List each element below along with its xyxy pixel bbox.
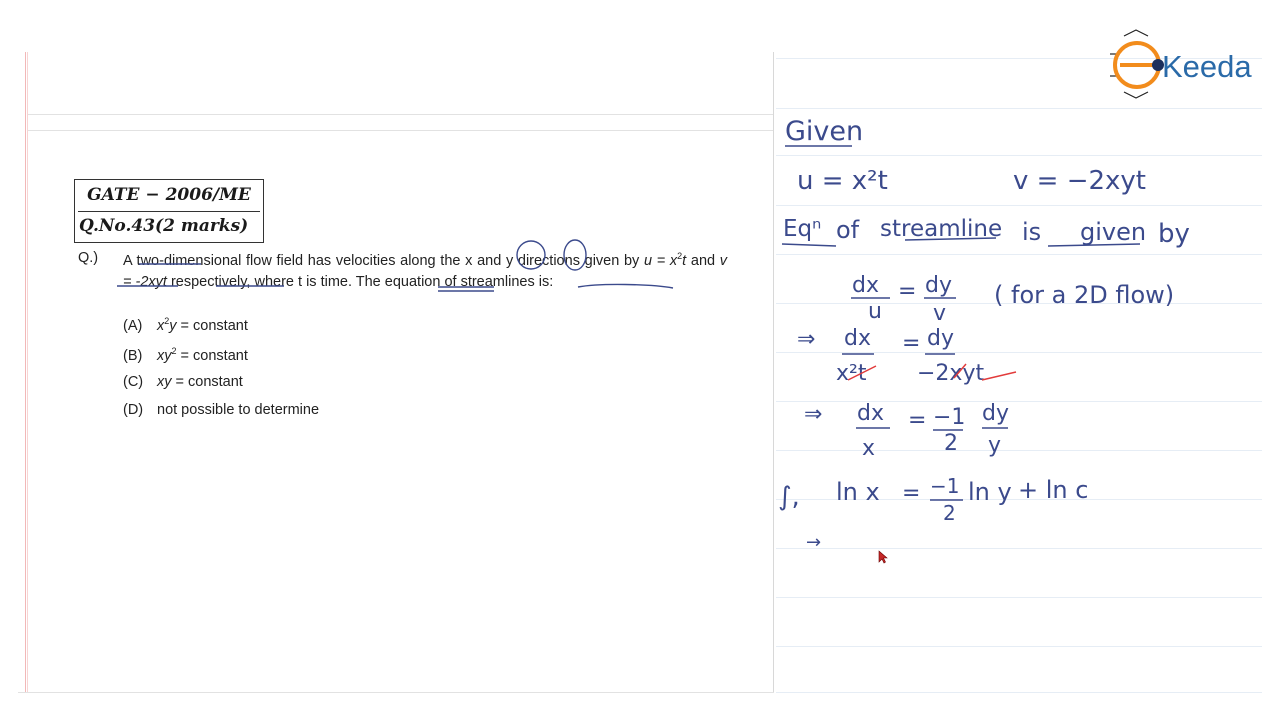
and-word: and <box>690 252 716 269</box>
note-given-word: given <box>1080 218 1147 246</box>
option-sup: 2 <box>171 346 177 356</box>
note-2d-flow: ( for a 2D flow) <box>994 281 1175 309</box>
option-label: (B) <box>123 347 143 364</box>
plus-ln-c: + ln c <box>1018 476 1089 504</box>
note-given: Given <box>785 116 864 147</box>
note-streamline: streamline <box>880 216 1003 242</box>
u-t: t <box>682 252 687 269</box>
u-exponent: 2 <box>677 251 683 261</box>
eq-sign: = <box>902 331 921 356</box>
half-den: 2 <box>943 501 956 525</box>
frac2-num: dy <box>925 273 952 298</box>
eq-sign: = <box>908 408 927 433</box>
note-u-eq: u = x²t <box>797 166 888 196</box>
option-var2: y <box>169 317 177 334</box>
option-text: not possible to determine <box>157 402 320 418</box>
option-sup: 2 <box>164 316 170 326</box>
v-expression: v = -2xyt <box>123 252 728 290</box>
step3-rhs-den: y <box>988 433 1002 458</box>
option-var: xy <box>157 374 172 390</box>
option-label: (C) <box>123 374 144 390</box>
cancel-t <box>982 372 1016 380</box>
step3-rhs-num: dy <box>982 401 1009 426</box>
question-end: . The equation of streamlines is: <box>347 273 554 290</box>
eq-sign: = <box>898 279 917 304</box>
respectively-text: respectively, where <box>170 273 294 290</box>
option-var: xy <box>157 347 172 364</box>
option-text: = constant <box>176 347 248 364</box>
ln-y: ln y <box>968 478 1012 506</box>
step3-lhs-num: dx <box>857 401 884 426</box>
implies-1: ⇒ <box>797 327 816 352</box>
option-text: = constant <box>176 317 248 334</box>
half-num: −1 <box>930 474 960 498</box>
question-line: A two-dimensional flow field has velocities along the x and y directions given by <box>123 252 640 269</box>
frac2-den: v <box>933 301 947 326</box>
note-of: of <box>836 216 860 244</box>
eq-sign: = <box>902 481 921 506</box>
option-text: = constant <box>171 374 243 390</box>
underline-eqn <box>782 244 836 246</box>
note-eqn: Eqⁿ <box>783 216 822 242</box>
step3-coef-den: 2 <box>944 431 958 456</box>
note-v-eq: v = −2xyt <box>1013 166 1146 196</box>
implies-2: ⇒ <box>804 402 823 427</box>
next-step-arrow: → <box>806 532 822 553</box>
t-is-time: t is time <box>298 273 348 290</box>
note-is: is <box>1022 218 1042 246</box>
step2-b-den: −2xyt <box>917 361 985 386</box>
step2-b-num: dy <box>927 326 954 351</box>
frac1-den: u <box>868 299 882 324</box>
option-label: (A) <box>123 317 143 334</box>
note-by: by <box>1158 219 1190 249</box>
question-label: Q.) <box>78 250 99 266</box>
logo-text: Keeda <box>1162 49 1252 84</box>
step3-lhs-den: x <box>862 436 876 461</box>
exam-title: GATE − 2006/ME <box>87 185 251 205</box>
step2-a-den: x²t <box>836 361 867 386</box>
u-expression: u = x <box>643 252 678 269</box>
step3-coef-num: −1 <box>933 405 966 430</box>
option-label: (D) <box>123 402 144 418</box>
question-number: Q.No.43(2 marks) <box>79 216 249 236</box>
ln-x: ln x <box>836 478 880 506</box>
option-var: x <box>157 317 165 334</box>
integral-sign: ∫, <box>778 482 800 512</box>
step2-a-num: dx <box>844 326 871 351</box>
mouse-pointer-icon <box>878 550 888 564</box>
frac1-num: dx <box>852 273 879 298</box>
